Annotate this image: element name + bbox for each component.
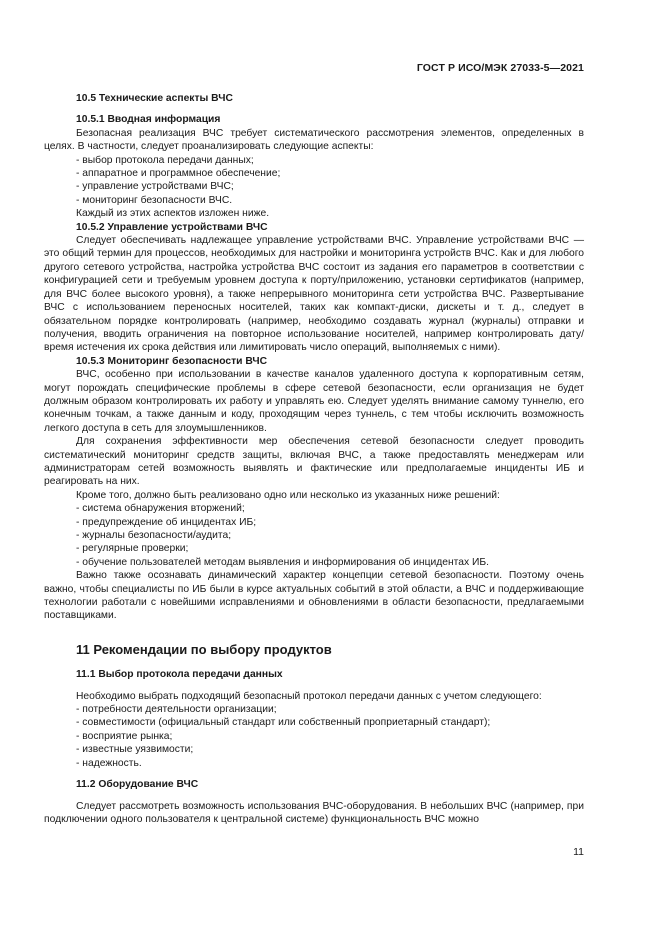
paragraph: Безопасная реализация ВЧС требует систематического рассмотрения элементов, определенных в целях. В частности, следует проанализировать следующие аспекты: bbox=[44, 127, 584, 153]
section-11-title: 11 Рекомендации по выбору продуктов bbox=[76, 641, 332, 657]
list-item: - регулярные проверки; bbox=[44, 542, 584, 555]
list-item: - известные уязвимости; bbox=[44, 743, 584, 756]
list-item: - журналы безопасности/аудита; bbox=[44, 529, 584, 542]
section-11-2-title: 11.2 Оборудование ВЧС bbox=[76, 779, 199, 791]
paragraph: Следует рассмотреть возможность использования ВЧС-оборудования. В небольших ВЧС (например, при подключении одного пользователя к центральной системе) функциональность ВЧС можно bbox=[44, 800, 584, 825]
paragraph: Необходимо выбрать подходящий безопасный протокол передачи данных с учетом следующего: bbox=[76, 690, 542, 702]
page-content bbox=[44, 92, 584, 826]
list-item: - предупреждение об инцидентах ИБ; bbox=[44, 516, 584, 529]
section-10-5-1-title: 10.5.1 Вводная информация bbox=[76, 114, 221, 126]
list-item: - аппаратное и программное обеспечение; bbox=[44, 167, 584, 180]
list-item: - надежность. bbox=[44, 757, 584, 770]
section-10-5-title: 10.5 Технические аспекты ВЧС bbox=[76, 93, 233, 104]
spacer bbox=[44, 770, 584, 778]
section-10-5-2-title: 10.5.2 Управление устройствами ВЧС bbox=[76, 221, 268, 233]
paragraph: Важно также осознавать динамический характер концепции сетевой безопасности. Поэтому очень важно, чтобы специалисты по ИБ были в курсе актуальных событий в этой области, а ВЧС и поддерживающие технологии работали с новейшими исправлениями и обновлениями в области безопасности, предлагаемыми поставщиками. bbox=[44, 570, 584, 622]
paragraph: Кроме того, должно быть реализовано одно или несколько из указанных ниже решений: bbox=[76, 489, 500, 501]
list-item: - обучение пользователей методам выявления и информирования об инцидентах ИБ. bbox=[44, 556, 584, 569]
paragraph: Для сохранения эффективности мер обеспечения сетевой безопасности следует проводить систематический мониторинг средств защиты, включая ВЧС, а также предоставлять менеджерам или администраторам сетей возможность выявлять и фактические или предполагаемые инциденты ИБ и реагировать на них. bbox=[44, 436, 584, 488]
list-item: - потребности деятельности организации; bbox=[44, 703, 584, 716]
list-item: - совместимости (официальный стандарт или собственный проприетарный стандарт); bbox=[44, 716, 584, 729]
list-item: - мониторинг безопасности ВЧС. bbox=[44, 194, 584, 207]
paragraph: Следует обеспечивать надлежащее управление устройствами ВЧС. Управление устройствами ВЧС — это общий термин для процессов, необходимых для настройки и мониторинга устройств ВЧС. Как и для любого другого сетевого устройства, настройка устройства ВЧС состоит из задания его параметров в соответствии с конфигурацией сети и требуемым уровнем доступа к порту/приложению, установки сертификатов (например, для ВЧС более высокого уровня), а также непрерывного мониторинга сети устройства ВЧС. Развертывание ВЧС с использованием переносных носителей, таких как компакт-диски, дискеты и т. д., следует в обязательном порядке контролировать (например, необходимо создавать журнал (журналы) отправки и получения, вводить ограничения на повторное использование носителей, например контролировать дату/время истечения их срока действия или лимитировать число операций, выполняемых с ними). bbox=[44, 235, 584, 354]
paragraph: ВЧС, особенно при использовании в качестве каналов удаленного доступа к корпоративным сетям, могут порождать специфические проблемы в сфере сетевой безопасности, если организация не будет должным образом контролировать их работу и управлять ею. Следует уделять внимание самому туннелю, его конечным точкам, а также данным и коду, проходящим через туннель, с тем чтобы исключить возможность легкого доступа в сеть для злоумышленников. bbox=[44, 369, 584, 434]
list-item: - восприятие рынка; bbox=[44, 730, 584, 743]
document-code-header: ГОСТ Р ИСО/МЭК 27033-5—2021 bbox=[416, 62, 584, 74]
list-item: - выбор протокола передачи данных; bbox=[44, 154, 584, 167]
page-number: 11 bbox=[573, 846, 584, 858]
section-11-1-title: 11.1 Выбор протокола передачи данных bbox=[76, 669, 283, 681]
list-item: - управление устройствами ВЧС; bbox=[44, 180, 584, 193]
paragraph: Каждый из этих аспектов изложен ниже. bbox=[76, 208, 270, 220]
section-10-5-3-title: 10.5.3 Мониторинг безопасности ВЧС bbox=[76, 355, 268, 367]
list-item: - система обнаружения вторжений; bbox=[44, 502, 584, 515]
